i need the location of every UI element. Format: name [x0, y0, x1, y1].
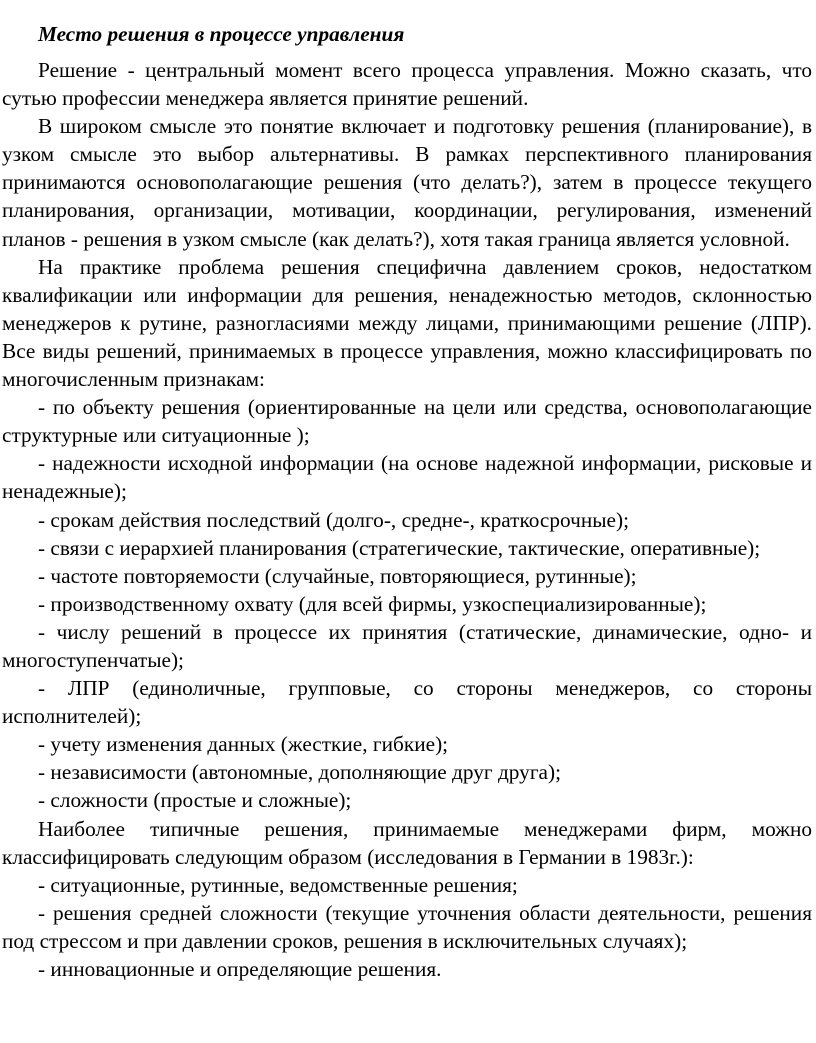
list-item-object: - по объекту решения (ориентированные на цели или средства, основополагающие структурные или ситуационные ); [2, 395, 812, 448]
paragraph-typical-decisions: Наиболее типичные решения, принимаемые менеджерами фирм, можно классифицировать следующим образом (исследования в Германии в 1983г.): [2, 816, 812, 869]
paragraph-intro: Решение - центральный момент всего процесса управления. Можно сказать, что сутью профессии менеджера является принятие решений. [2, 58, 812, 111]
list-item-frequency: - частоте повторяемости (случайные, повторяющиеся, рутинные); [38, 563, 637, 588]
list-item-coverage: - производственному охвату (для всей фирмы, узкоспециализированные); [38, 591, 707, 616]
section-title: Место решения в процессе управления [38, 22, 405, 46]
list-item-terms: - срокам действия последствий (долго-, средне-, краткосрочные); [38, 507, 629, 532]
list-item-reliability: - надежности исходной информации (на основе надежной информации, рисковые и ненадежные); [2, 451, 812, 504]
list-item-complexity: - сложности (простые и сложные); [38, 788, 352, 813]
list-item-situational: - ситуационные, рутинные, ведомственные решения; [38, 872, 518, 897]
list-item-innovative: - инновационные и определяющие решения. [38, 957, 442, 981]
list-item-number: - числу решений в процессе их принятия (статические, динамические, одно- и многоступенчатые); [2, 619, 812, 672]
paragraph-practice: На практике проблема решения специфична давлением сроков, недостатком квалификации или информации для решения, ненадежностью методов, склонностью менеджеров к рутине, разногласиями между лицами, принимающими решение (ЛПР). Все виды решений, принимаемых в процессе управления, можно классифицировать по многочисленным признакам: [2, 254, 812, 392]
paragraph-broad-sense: В широком смысле это понятие включает и подготовку решения (планирование), в узком смысле это выбор альтернативы. В рамках перспективного планирования принимаются основополагающие решения (что делать?), затем в процессе текущего планирования, организации, мотивации, координации, регулирования, изменений планов - решения в узком смысле (как делать?), хотя такая граница является условной. [2, 114, 812, 251]
list-item-decision-maker: - ЛПР (единоличные, групповые, со стороны менеджеров, со стороны исполнителей); [2, 676, 812, 729]
list-item-hierarchy: - связи с иерархией планирования (стратегические, тактические, оперативные); [38, 535, 761, 560]
list-item-medium-complexity: - решения средней сложности (текущие уточнения области деятельности, решения под стрессом и при давлении сроков, решения в исключительных случаях); [2, 900, 812, 953]
list-item-data-changes: - учету изменения данных (жесткие, гибкие); [38, 732, 449, 757]
list-item-independence: - независимости (автономные, дополняющие друг друга); [38, 760, 562, 785]
